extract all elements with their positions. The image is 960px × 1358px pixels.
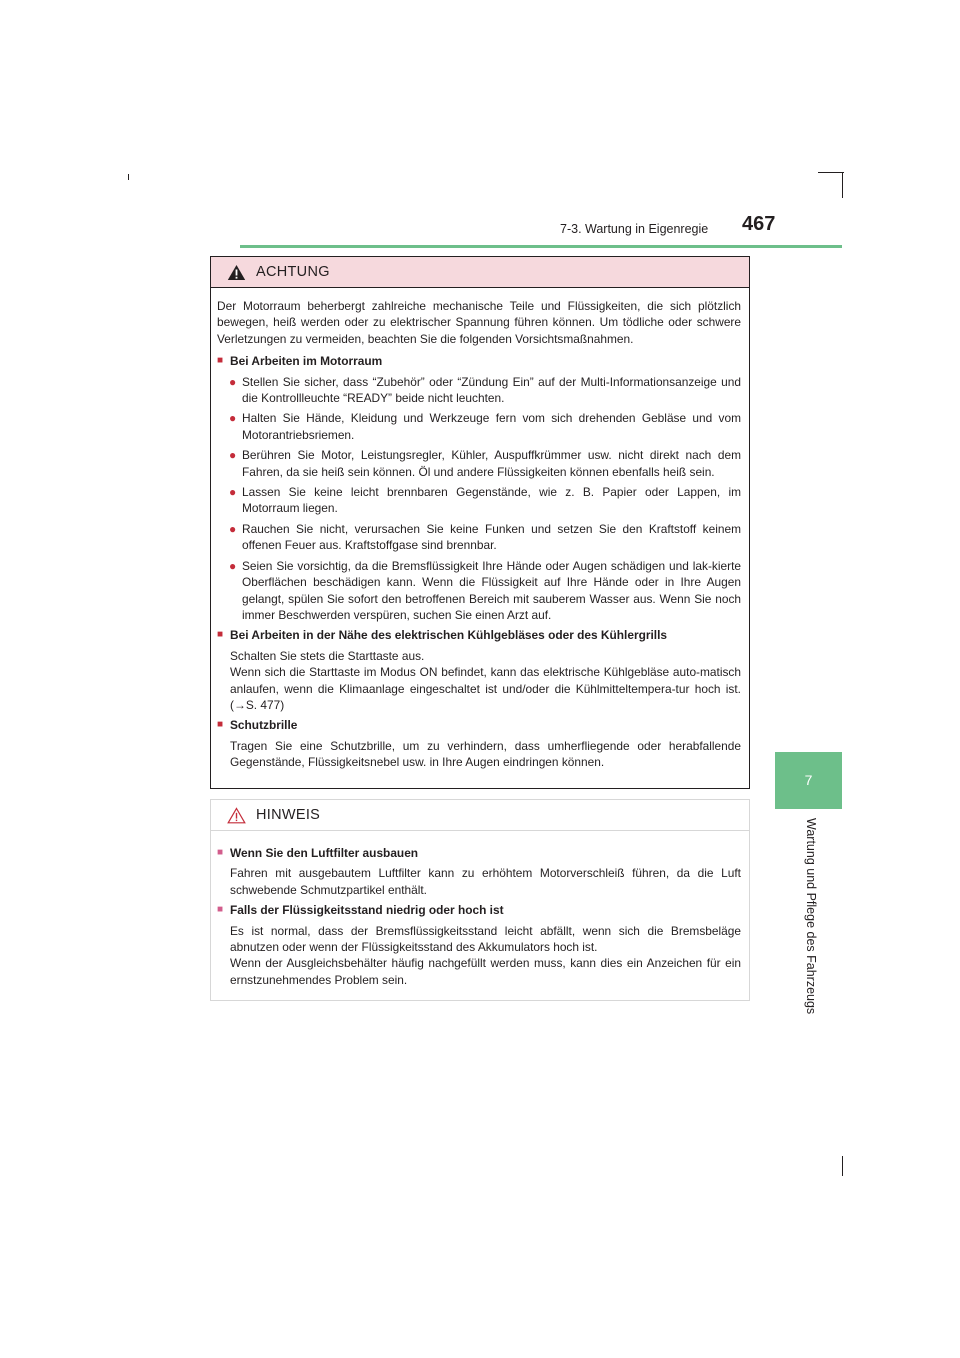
round-bullet-icon: ● — [229, 558, 237, 573]
section-heading: ■ Wenn Sie den Luftfilter ausbauen — [217, 846, 419, 860]
note-box — [210, 799, 750, 1001]
list-item: ● Stellen Sie sicher, dass “Zubehör” oder “Zündung Ein” auf der Multi-Informationsanzeige und die Kontrollleuchte “READY” beide nicht leuchten. — [229, 374, 741, 406]
section-body: Fahren mit ausgebautem Luftfilter kann zu erhöhtem Motorverschleiß führen, da die Luft schwebende Schmutzpartikel enthält. — [230, 866, 741, 897]
chapter-tab — [775, 752, 842, 809]
chapter-number: 7 — [804, 772, 813, 788]
square-bullet-icon: ■ — [217, 904, 224, 916]
note-header — [211, 800, 749, 831]
header-rule — [240, 245, 842, 248]
crop-mark-top-right-h — [818, 172, 844, 173]
warning-triangle-icon — [227, 264, 246, 281]
warning-intro: Der Motorraum beherbergt zahlreiche mechanische Teile und Flüssigkeiten, die sich plötzlich bewegen, heiß werden oder zu elektrischer Spannung führen können. Um tödliche oder schwere Verletzungen zu vermeiden, beachten Sie die folgenden Vorsichtsmaßnahmen. — [217, 299, 741, 346]
square-bullet-icon: ■ — [217, 629, 224, 641]
list-item: ● Halten Sie Hände, Kleidung und Werkzeuge fern vom sich drehenden Gebläse und vom Motorantriebsriemen. — [229, 411, 741, 442]
list-item: ● Rauchen Sie nicht, verursachen Sie keine Funken und setzen Sie den Kraftstoff keinem offenen Feuer aus. Kraftstoffgase sind brennbar. — [229, 521, 741, 553]
note-content — [211, 831, 749, 988]
list-item: ● Berühren Sie Motor, Leistungsregler, Kühler, Auspuffkrümmer usw. nicht direkt nach dem Fahren, da sie heiß sein können. Öl und andere Flüssigkeiten können ebenfalls heiß sein. — [229, 448, 741, 479]
round-bullet-icon: ● — [229, 448, 237, 463]
crop-mark-bottom-right — [842, 1156, 843, 1176]
chapter-title: Wartung und Pflege des Fahrzeugs — [804, 818, 818, 1015]
caution-triangle-outline-icon — [227, 807, 246, 824]
square-bullet-icon: ■ — [217, 719, 224, 731]
section-heading: ■ Bei Arbeiten im Motorraum — [217, 354, 383, 369]
round-bullet-icon: ● — [229, 374, 237, 389]
section-body: Es ist normal, dass der Bremsflüssigkeitsstand leicht abfällt, wenn sich die Bremsbeläge abnutzen oder wenn der Flüssigkeitsstand des Akkumulators hoch ist. Wenn der Ausgleichsbehälter häufig nachgefüllt werden muss, kann dies ein Anzeichen für ein ernstzunehmendes Problem sein. — [230, 923, 741, 987]
round-bullet-icon: ● — [229, 411, 237, 426]
section-body: Tragen Sie eine Schutzbrille, um zu verhindern, dass umherfliegende oder herabfallende Gegenstände, Flüssigkeitsnebel usw. in Ihre Augen eindringen können. — [230, 738, 741, 770]
section-title: 7-3. Wartung in Eigenregie — [560, 222, 709, 236]
section-heading: ■ Schutzbrille — [217, 718, 298, 733]
square-bullet-icon: ■ — [217, 847, 224, 858]
section-body: Schalten Sie stets die Starttaste aus. Wenn sich die Starttaste im Modus ON befindet, kann das elektrische Kühlgebläse auto-matisch anlaufen, wenn die Klimaanlage eingeschaltet ist und/oder die Kühlmitteltempera-tur hoch ist. (→S. 477) — [230, 648, 741, 712]
section-heading: ■ Falls der Flüssigkeitsstand niedrig oder hoch ist — [217, 903, 504, 918]
warning-box — [210, 256, 750, 789]
page-number: 467 — [742, 213, 776, 235]
round-bullet-icon: ● — [229, 485, 237, 500]
list-item: ● Seien Sie vorsichtig, da die Bremsflüssigkeit Ihre Hände oder Augen schädigen und lak-kierte Oberflächen beschädigen kann. Wenn die Flüssigkeit auf Ihre Hände oder in Ihre Augen gelangt, spülen Sie sofort den betroffenen Bereich mit sauberem Wasser aus. Wenn Sie noch immer Beschwerden verspüren, suchen Sie einen Arzt auf. — [229, 558, 741, 622]
crop-mark-top-left — [128, 174, 129, 180]
list-item: ● Lassen Sie keine leicht brennbaren Gegenstände, wie z. B. Papier oder Lappen, im Motorraum liegen. — [229, 485, 741, 516]
round-bullet-icon: ● — [229, 521, 237, 536]
section-heading: ■ Bei Arbeiten in der Nähe des elektrischen Kühlgebläses oder des Kühlergrills — [217, 628, 668, 643]
warning-content — [211, 288, 749, 771]
crop-mark-top-right-v — [842, 172, 843, 198]
note-title: HINWEIS — [256, 807, 321, 823]
warning-header — [211, 257, 749, 288]
square-bullet-icon: ■ — [217, 355, 224, 367]
warning-title: ACHTUNG — [256, 264, 330, 280]
